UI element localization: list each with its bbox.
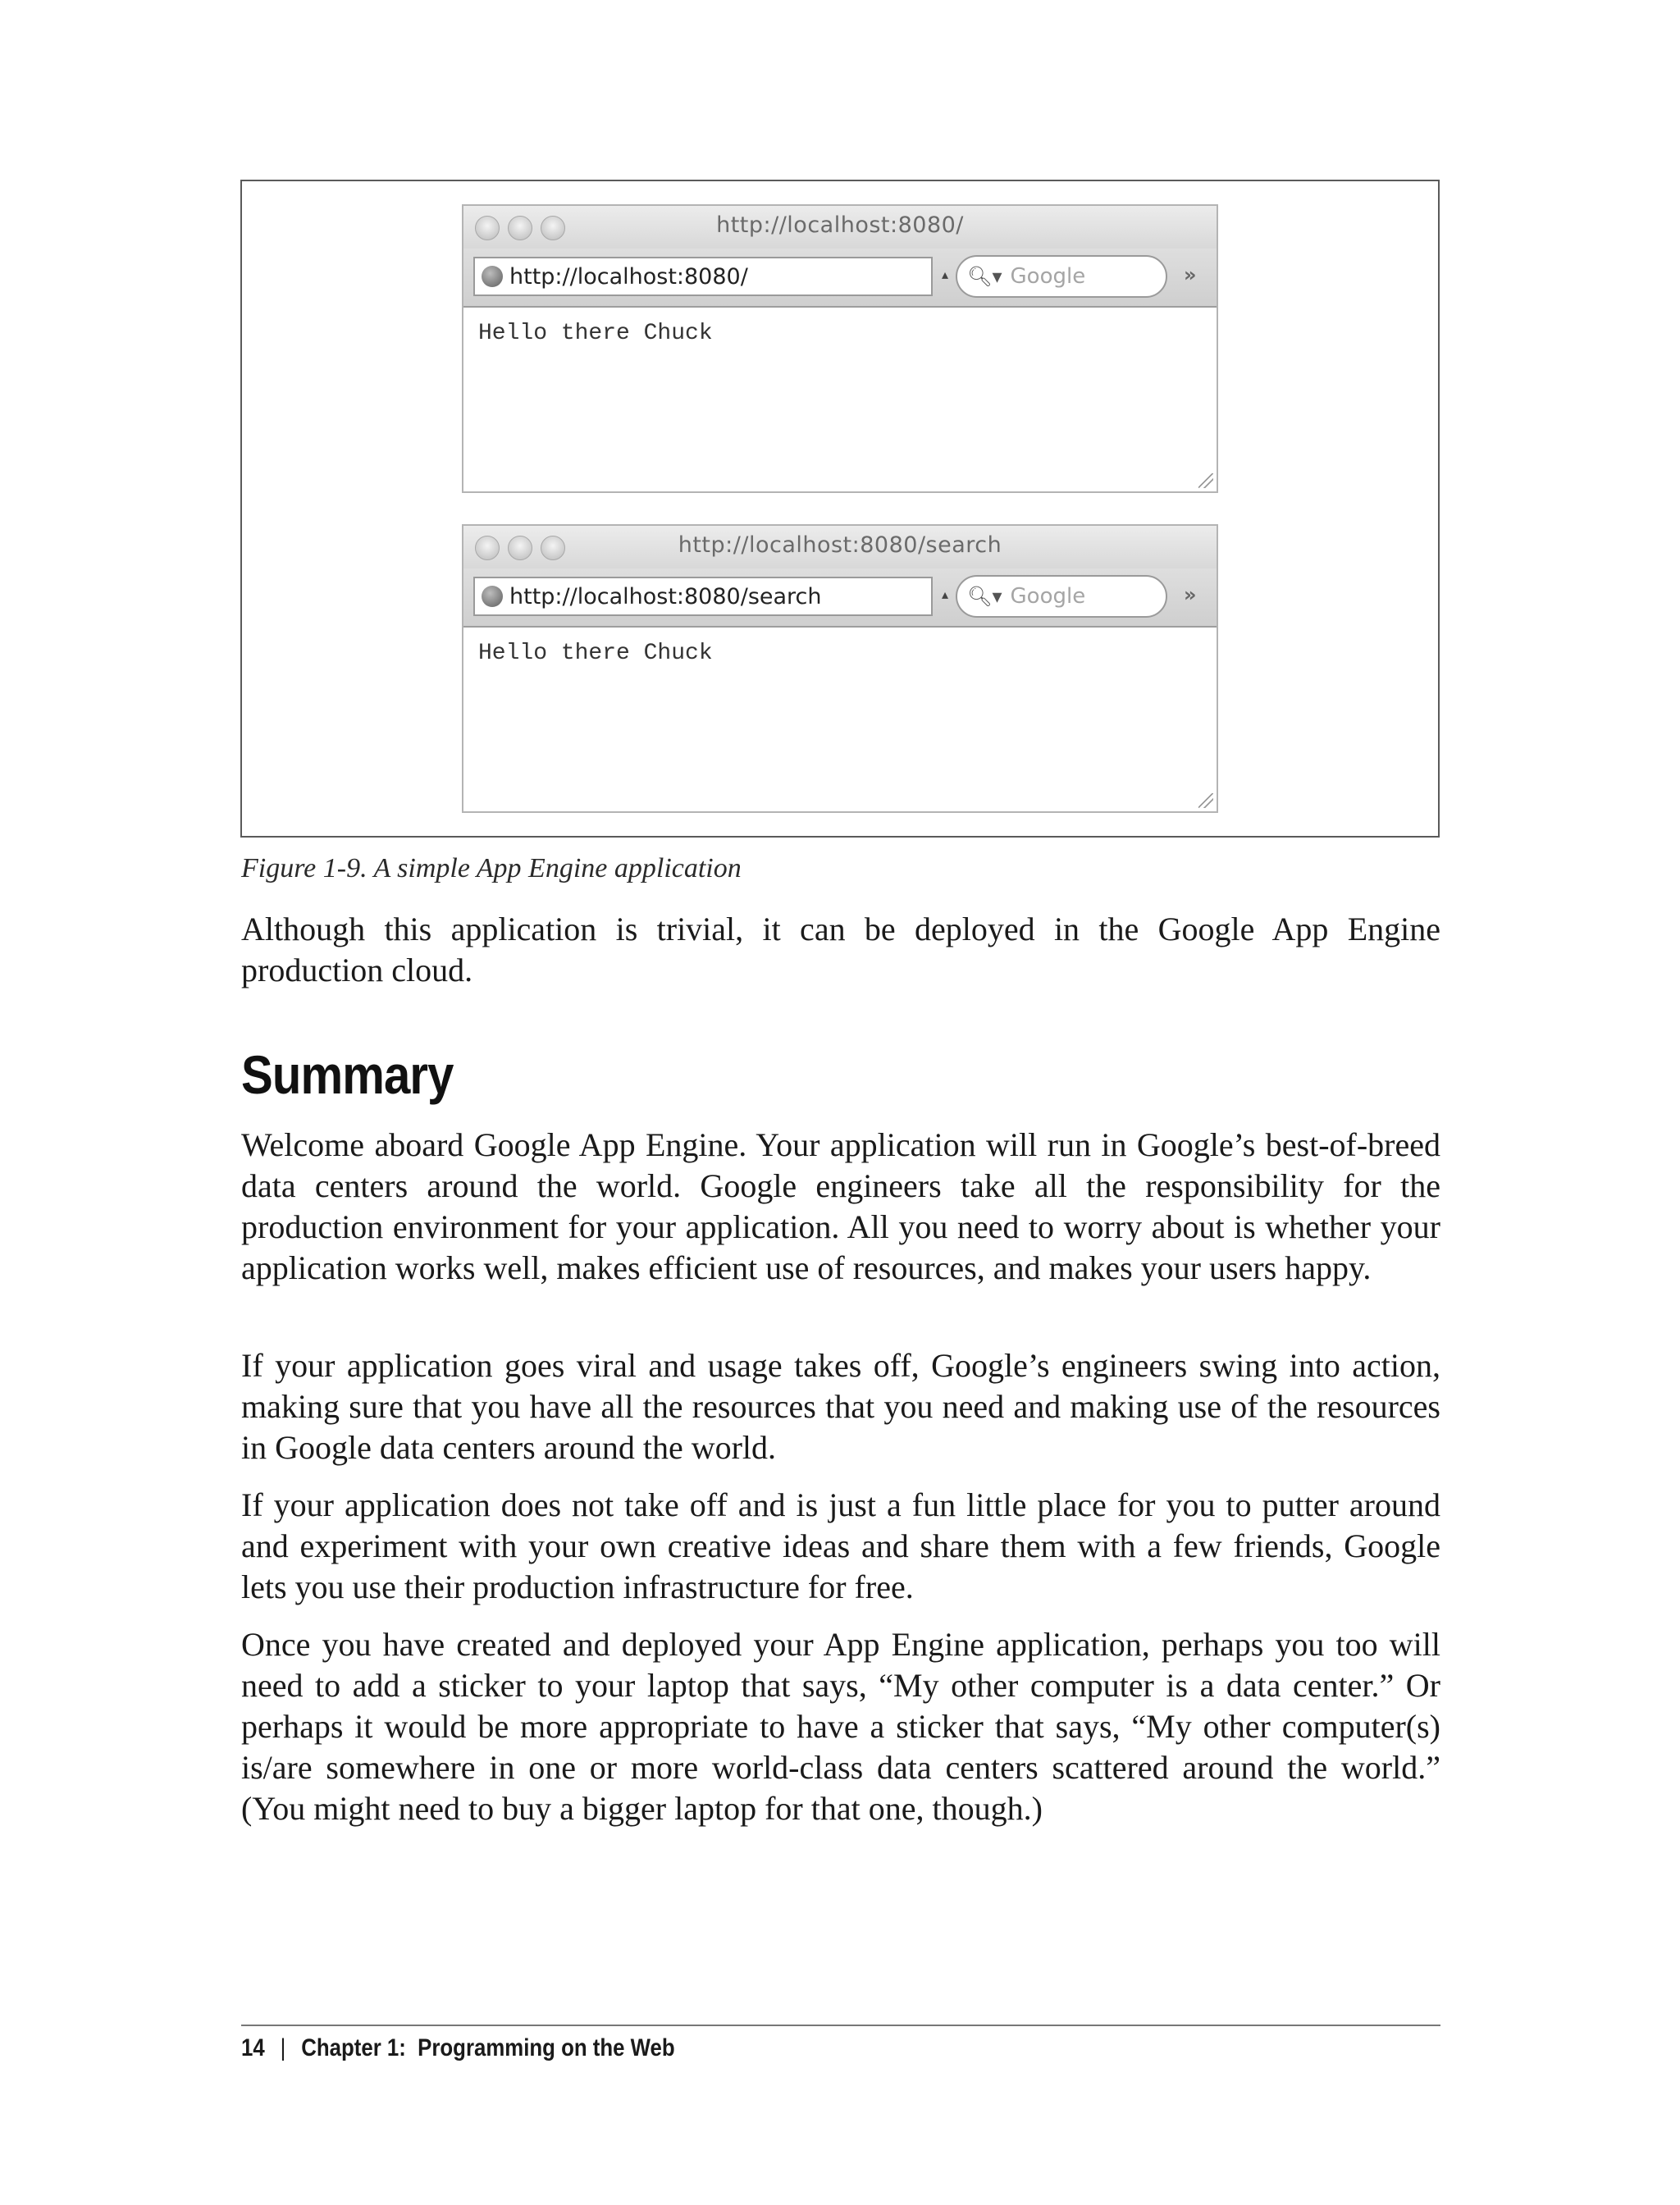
search-placeholder: Google bbox=[1010, 584, 1086, 609]
address-text: http://localhost:8080/search bbox=[509, 583, 822, 609]
footer-rule bbox=[241, 2025, 1440, 2026]
figure-frame bbox=[240, 180, 1440, 838]
globe-icon bbox=[482, 586, 503, 607]
toolbar-overflow-chevron-icon[interactable]: » bbox=[1184, 263, 1197, 286]
resize-grip-icon[interactable] bbox=[1198, 473, 1213, 488]
search-placeholder: Google bbox=[1010, 264, 1086, 289]
page-number: 14 bbox=[241, 2034, 265, 2061]
paragraph: Once you have created and deployed your App Engine application, perhaps you too will need to add a sticker to your laptop that says, “My other computer is a data center.” Or perhaps it would be more appropriate to have a sticker that says, “My other computer(s) is/are somewhere in one or more world-class data centers scattered around the world.” (You might need to buy a bigger laptop for that one, though.) bbox=[241, 1626, 1440, 1827]
search-input[interactable] bbox=[956, 575, 1167, 618]
search-icon: 🔍︎▾ bbox=[967, 585, 1002, 608]
intro-paragraph: Although this application is trivial, it can be deployed in the Google App Engine production cloud. bbox=[241, 911, 1440, 988]
history-dropdown-icon[interactable]: ▴ bbox=[942, 587, 949, 602]
paragraph: If your application goes viral and usage takes off, Google’s engineers swing into action, making sure that you have all the resources that you need and making use of the resources in Google data centers around the world. bbox=[241, 1347, 1440, 1466]
page-footer bbox=[241, 2034, 675, 2062]
search-icon: 🔍︎▾ bbox=[967, 265, 1002, 288]
address-bar[interactable] bbox=[473, 577, 933, 616]
page-text: Hello there Chuck bbox=[478, 321, 713, 346]
browser-window-2 bbox=[462, 524, 1218, 813]
paragraph: Welcome aboard Google App Engine. Your application will run in Google’s best-of-breed data centers around the world. Google engineers take all the responsibility for the production environment for your application. All you need to worry about is whether your application works well, makes efficient use of resources, and makes your users happy. bbox=[241, 1126, 1440, 1286]
window-title: http://localhost:8080/ bbox=[716, 212, 964, 238]
paragraph: If your application does not take off and is just a fun little place for you to putter around and experiment with your own creative ideas and share them with a few friends, Google lets you use their production infrastructure for free. bbox=[241, 1486, 1440, 1605]
search-input[interactable] bbox=[956, 255, 1167, 298]
page-content bbox=[463, 628, 1217, 811]
toolbar bbox=[463, 568, 1217, 628]
chapter-title: Chapter 1: Programming on the Web bbox=[301, 2034, 675, 2061]
browser-window-1 bbox=[462, 204, 1218, 493]
address-text: http://localhost:8080/ bbox=[509, 263, 748, 290]
page-text: Hello there Chuck bbox=[478, 641, 713, 666]
footer-separator: | bbox=[280, 2034, 286, 2061]
figure-caption: Figure 1-9. A simple App Engine application bbox=[241, 853, 742, 883]
resize-grip-icon[interactable] bbox=[1198, 793, 1213, 808]
globe-icon bbox=[482, 266, 503, 287]
titlebar bbox=[463, 206, 1217, 249]
toolbar-overflow-chevron-icon[interactable]: » bbox=[1184, 583, 1197, 606]
address-bar[interactable] bbox=[473, 257, 933, 296]
titlebar bbox=[463, 526, 1217, 568]
window-title: http://localhost:8080/search bbox=[678, 532, 1002, 558]
history-dropdown-icon[interactable]: ▴ bbox=[942, 267, 949, 282]
toolbar bbox=[463, 249, 1217, 308]
page-content bbox=[463, 308, 1217, 491]
section-heading: Summary bbox=[241, 1044, 454, 1105]
